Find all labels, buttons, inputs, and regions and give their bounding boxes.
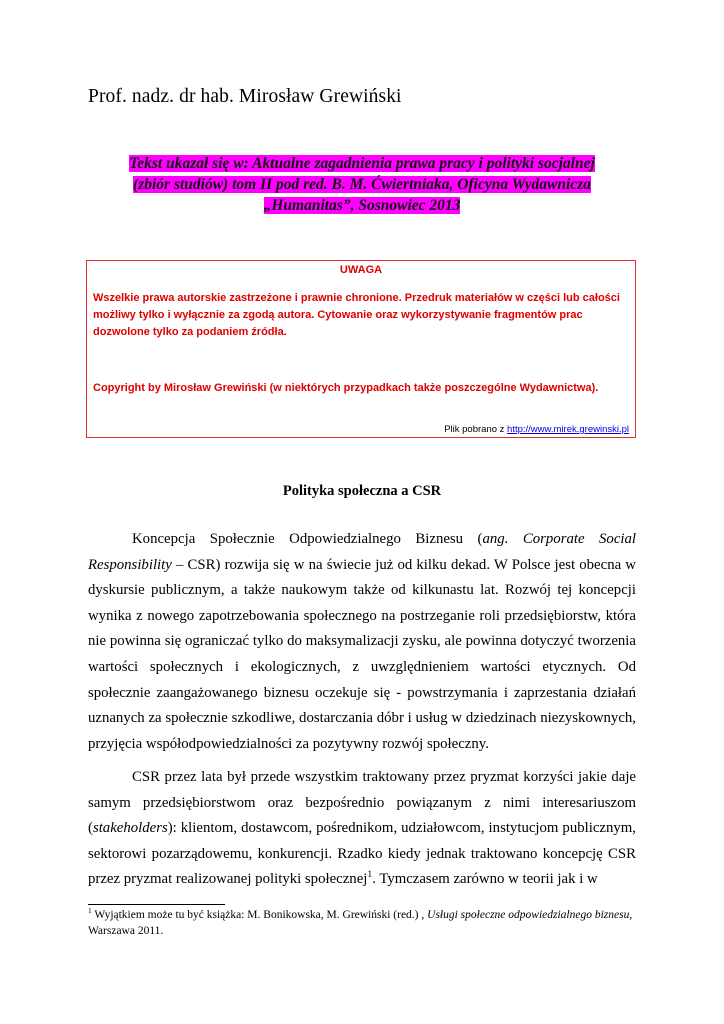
paragraph-1-english-term: ang. Corporate Social Responsibility [88,531,637,573]
paragraph-1-rest: – CSR) rozwija się w na świecie już od kilku dekad. W Polsce jest obecna w dyskursie publicznym, a także naukowym także od kilkunastu lat. Rozwój tej koncepcji wynika z nowego zapotrzebowania społecznego na postrzeganie roli przedsiębiorstw, która nie powinna się ograniczać tylko do maksymalizacji zysku, ale powinna dotyczyć tworzenia wartości społecznych i ekologicznych, z uwzględnieniem wartości etycznych. Od społecznie zaangażowanego biznesu oczekuje się - powstrzymania i zaprzestania działań uznanych za społecznie szkodliwe, dostarczania dóbr i usług w dziedzinach niezyskownych, przyjęcia współodpowiedzialności za pozytywny rozwój społeczny. [88,556,636,752]
publication-line-1: Tekst ukazał się w: Aktualne zagadnienia prawa pracy i polityki socjalnej [129,155,595,172]
notice-heading: UWAGA [339,264,383,276]
notice-rights-text: Wszelkie prawa autorskie zastrzeżone i prawnie chronione. Przedruk materiałów w części lub całości możliwy tylko i wyłącznie za zgodą autora. Cytowanie oraz wykorzystywanie fragmentów prac dozwolone tylko za podaniem źródła. [93,292,620,338]
publication-line-2: (zbiór studiów) tom II pod red. B. M. Ćwiertniaka, Oficyna Wydawnicza [133,176,591,193]
paragraph-1 [88,527,636,757]
copyright-notice-box [86,260,636,438]
footnote-text: Wyjątkiem może tu być książka: M. Bonikowska, M. Grewiński (red.) , [91,909,428,921]
paragraph-2-part-2: ): klientom, dostawcom, pośrednikom, udziałowcom, instytucjom publicznym, sektorowi pozarządowemu, konkurencji. Rzadko kiedy jednak traktowano koncepcję CSR przez pryzmat realizowanej polityki społecznej [88,820,636,888]
author-name: Prof. nadz. dr hab. Mirosław Grewiński [88,86,402,107]
footnote-mark: 1 [88,906,92,916]
paragraph-2-part-1: CSR przez lata był przede wszystkim traktowany przez pryzmat korzyści jakie daje samym przedsiębiorstwom oraz bezpośrednio powiązanym z nimi interesariuszom ( [88,769,636,837]
footnote-end: , Warszawa 2011. [88,909,633,937]
paragraph-2 [88,765,636,893]
section-title: Polityka społeczna a CSR [282,483,442,499]
notice-source [444,424,629,435]
paragraph-2-stakeholders: stakeholders [92,820,168,837]
source-prefix: Plik pobrano z [444,424,508,435]
source-link[interactable]: http://www.mirek.grewinski.pl [507,424,629,435]
footnote-1 [88,907,636,939]
publication-line-3: „Humanitas”, Sosnowiec 2013 [263,197,461,214]
publication-info [92,153,632,216]
footnote-separator [88,904,225,905]
footnote-reference[interactable]: 1 [367,869,373,881]
notice-copyright-text: Copyright by Mirosław Grewiński (w niektórych przypadkach także poszczególne Wydawnictwa). [93,382,599,394]
footnote-book-title: Usługi społeczne odpowiedzialnego biznesu [427,909,630,921]
paragraph-1-intro: Koncepcja Społecznie Odpowiedzialnego Biznesu ( [132,531,483,547]
paragraph-2-part-3: . Tymczasem zarówno w teorii jak i w [372,871,598,888]
